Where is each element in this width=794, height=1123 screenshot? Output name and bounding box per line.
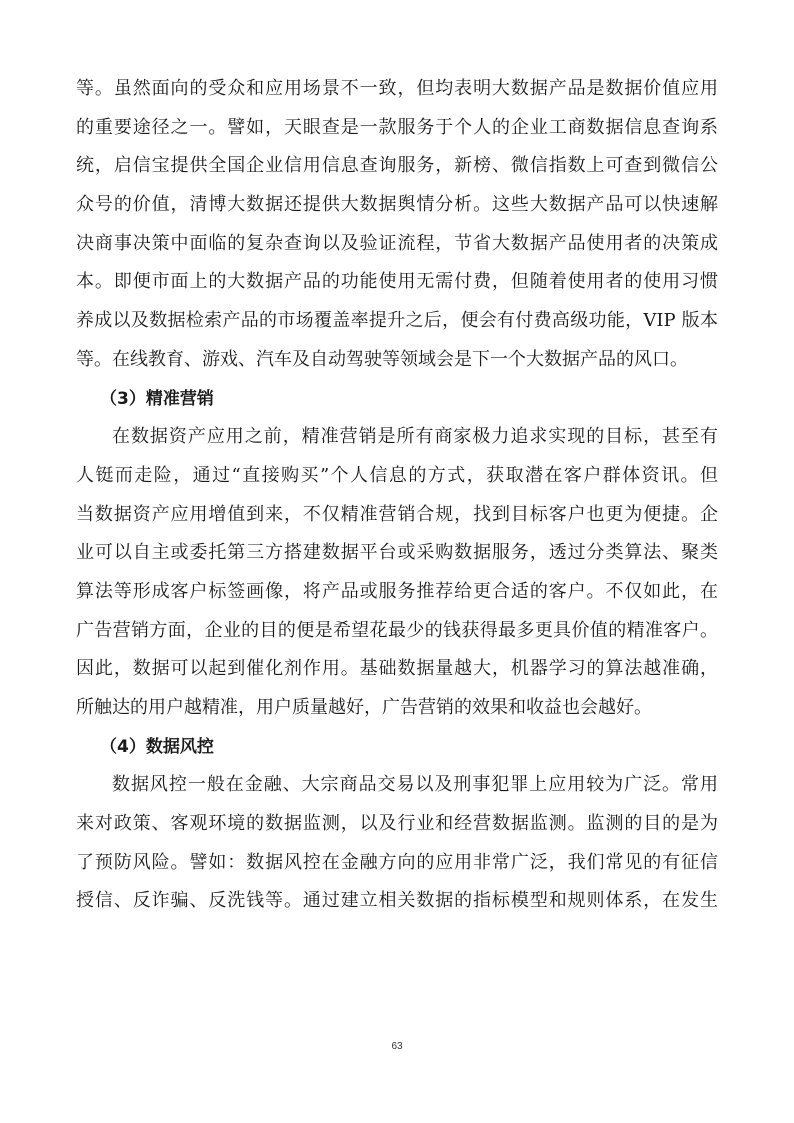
text-line: 本。即便市面上的大数据产品的功能使用无需付费，但随着使用者的使用习惯: [76, 271, 718, 293]
text-line: 授信、反诈骗、反洗钱等。通过建立相关数据的指标模型和规则体系，在发生: [76, 890, 718, 912]
text-line: 等。虽然面向的受众和应用场景不一致，但均表明大数据产品是数据价值应用: [76, 78, 718, 99]
body-text: [76, 70, 718, 921]
text-line: 众号的价值，清博大数据还提供大数据舆情分析。这些大数据产品可以快速解: [76, 194, 718, 216]
text-line: 等。在线教育、游戏、汽车及自动驾驶等领域会是下一个大数据产品的风口。: [76, 348, 688, 370]
section-heading-data-risk-control: （4）数据风控: [100, 736, 214, 757]
section-heading-precision-marketing: （3）精准营销: [100, 388, 214, 409]
text-line: 当数据资产应用增值到来，不仅精准营销合规，找到目标客户也更为便捷。企: [76, 503, 718, 525]
text-line: 的重要途径之一。譬如，天眼查是一款服务于个人的企业工商数据信息查询系: [76, 116, 718, 138]
text-line: 决商事决策中面临的复杂查询以及验证流程，节省大数据产品使用者的决策成: [76, 232, 718, 254]
text-line: 养成以及数据检索产品的市场覆盖率提升之后，便会有付费高级功能，VIP 版本: [76, 310, 718, 332]
text-line: 所触达的用户越精准，用户质量越好，广告营销的效果和收益也会越好。: [76, 697, 652, 718]
text-line: 人铤而走险，通过“直接购买”个人信息的方式，获取潜在客户群体资讯。但: [76, 464, 718, 486]
text-line: 算法等形成客户标签画像，将产品或服务推荐给更合适的客户。不仅如此，在: [76, 580, 718, 602]
text-line: 来对政策、客观环境的数据监测，以及行业和经营数据监测。监测的目的是为: [76, 813, 718, 835]
text-line: 数据风控一般在金融、大宗商品交易以及刑事犯罪上应用较为广泛。常用: [112, 774, 718, 796]
text-line: 在数据资产应用之前，精准营销是所有商家极力追求实现的目标，甚至有: [112, 426, 718, 448]
text-line: 统，启信宝提供全国企业信用信息查询服务，新榜、微信指数上可查到微信公: [76, 155, 718, 177]
text-line: 业可以自主或委托第三方搭建数据平台或采购数据服务，透过分类算法、聚类: [76, 542, 718, 564]
text-line: 广告营销方面，企业的目的便是希望花最少的钱获得最多更具价值的精准客户。: [76, 619, 718, 641]
text-line: 了预防风险。譬如：数据风控在金融方向的应用非常广泛，我们常见的有征信: [76, 851, 718, 873]
page-number: 63: [391, 1041, 403, 1052]
text-line: 因此，数据可以起到催化剂作用。基础数据量越大，机器学习的算法越准确，: [76, 658, 718, 680]
